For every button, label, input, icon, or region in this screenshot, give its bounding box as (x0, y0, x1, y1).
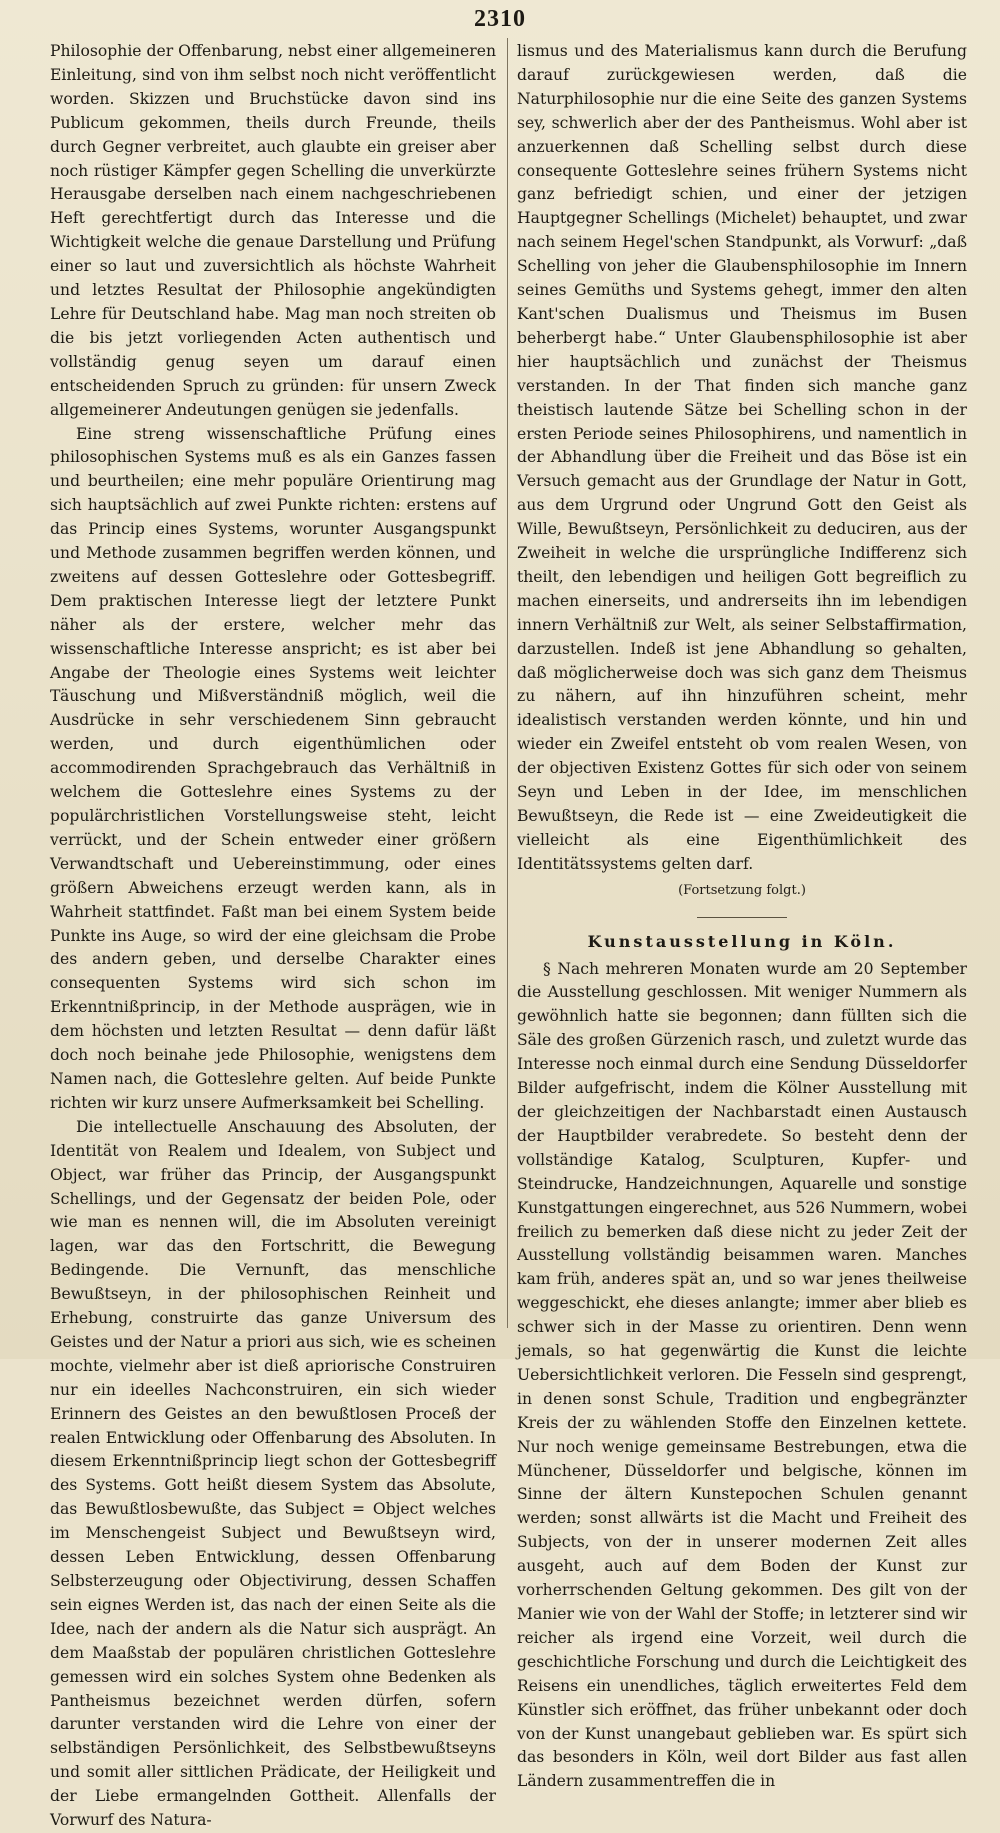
page-number: 2310 (474, 6, 526, 32)
paragraph: Eine streng wissenschaftliche Prüfung eines philosophischen Systems muß es als ein Ganzes fassen und beurtheilen; eine mehr populäre Orientirung mag sich hauptsächlich auf zwei Punkte richten: erstens auf das Princip eines Systems, worunter Ausgangspunkt und Methode zusammen begriffen werden können, und zweitens auf dessen Gotteslehre oder Gottesbegriff. Dem praktischen Interesse liegt der letztere Punkt näher als der erstere, welcher mehr das wissenschaftliche Interesse anspricht; es ist aber bei Angabe der Theologie eines Systems weit leichter Täuschung und Mißverständniß möglich, weil die Ausdrücke in sehr verschiedenem Sinn gebraucht werden, und durch eigenthümlichen oder accommodirenden Sprachgebrauch das Verhältniß in welchem die Gotteslehre eines Systems zu der populärchristlichen Vorstellungsweise steht, leicht verrückt, und der Schein entweder einer größern Verwandtschaft und Uebereinstimmung, oder eines größern Abweichens erzeugt werden kann, als in Wahrheit stattfindet. Faßt man bei einem System beide Punkte ins Auge, so wird der eine gleichsam die Probe des andern geben, und derselbe Charakter eines consequenten Systems wird sich schon im Erkenntnißprincip, in der Methode ausprägen, wie in dem höchsten und letzten Resultat — denn dafür läßt doch noch beinahe jede Philosophie, wenigstens dem Namen nach, die Gotteslehre gelten. Auf beide Punkte richten wir kurz unsere Aufmerksamkeit bei Schelling. (50, 424, 496, 1112)
paragraph: lismus und des Materialismus kann durch die Berufung darauf zurückgewiesen werden, daß die Naturphilosophie nur die eine Seite des ganzen Systems sey, schwerlich aber der des Pantheismus. Wohl aber ist anzuerkennen daß Schelling selbst durch diese consequente Gotteslehre seines frühern Systems nicht ganz befriedigt schien, und einer der jetzigen Hauptgegner Schellings (Michelet) behauptet, und zwar nach seinem Hegel'schen Standpunkt, als Vorwurf: „daß Schelling von jeher die Glaubensphilosophie im Innern seines Gemüths und Systems gehegt, immer den alten Kant'schen Dualismus und Theismus im Busen beherbergt habe.“ Unter Glaubensphilosophie ist aber hier hauptsächlich und zunächst der Theismus verstanden. In der That finden sich manche ganz theistisch lautende Sätze bei Schelling schon in der ersten Periode seines Philosophirens, und namentlich in der Abhandlung über die Freiheit und das Böse ist ein Versuch gemacht aus der Grundlage der Natur in Gott, aus dem Urgrund oder Ungrund Gott den Geist als Wille, Bewußtseyn, Persönlichkeit zu deduciren, aus der Zweiheit in welche die ursprüngliche Indifferenz sich theilt, den lebendigen und heiligen Gott begreiflich zu machen einerseits, und andrerseits ihn im lebendigen innern Verhältniß zur Welt, als seiner Selbstaffirmation, darzustellen. Indeß ist jene Abhandlung so gehalten, daß möglicherweise doch was sich ganz dem Theismus zu nähern, auf ihn hinzuführen scheint, mehr idealistisch verstanden werden könnte, und hin und wieder ein Zweifel entsteht ob vom realen Wesen, von der objectiven Existenz Gottes für sich oder von seinem Seyn und Leben in der Idee, im menschlichen Bewußtseyn, die Rede ist — eine Zweideutigkeit die vielleicht als eine Eigenthümlichkeit des Identitätssystems gelten darf. (517, 42, 967, 873)
paragraph: Philosophie der Offenbarung, nebst einer allgemeineren Einleitung, sind von ihm selbst noch nicht veröffentlicht worden. Skizzen und Bruchstücke davon sind ins Publicum gekommen, theils durch Freunde, theils durch Gegner verbreitet, auch glaubte ein greiser aber noch rüstiger Kämpfer gegen Schelling die unverkürzte Herausgabe derselben nach einem nachgeschriebenen Heft gerechtfertigt durch das Interesse und die Wichtigkeit welche die genaue Darstellung und Prüfung einer so laut und zuversichtlich als höchste Wahrheit und letztes Resultat der Philosophie angekündigten Lehre für Deutschland habe. Mag man noch streiten ob die bis jetzt vorliegenden Acten authentisch und vollständig genug seyen um darauf einen entscheidenden Spruch zu gründen: für unsern Zweck allgemeinerer Andeutungen genügen sie jedenfalls. (50, 42, 496, 419)
right-column (517, 40, 967, 1794)
article-heading: Kunstausstellung in Köln. (587, 931, 897, 951)
paragraph: Die intellectuelle Anschauung des Absoluten, der Identität von Realem und Idealem, von Subject und Object, war früher das Princip, der Ausgangspunkt Schellings, und der Gegensatz der beiden Pole, oder wie man es nennen will, die im Absoluten vereinigt lagen, war das den Fortschritt, die Bewegung Bedingende. Die Vernunft, das menschliche Bewußtseyn, in der philosophischen Reinheit und Erhebung, construirte das ganze Universum des Geistes und der Natur a priori aus sich, wie es scheinen mochte, vielmehr aber ist dieß apriorische Construiren nur ein ideelles Nachconstruiren, ein sich wieder Erinnern des Geistes an den bewußtlosen Proceß der realen Entwicklung oder Offenbarung des Absoluten. In diesem Erkenntnißprincip liegt schon der Gottesbegriff des Systems. Gott heißt diesem System das Absolute, das Bewußtlosbewußte, das Subject = Object welches im Menschengeist Subject und Bewußtseyn wird, dessen Leben Entwicklung, dessen Offenbarung Selbsterzeugung oder Objectivirung, dessen Schaffen sein eignes Werden ist, das nach der einen Seite als die Idee, nach der andern als die Natur sich ausprägt. An dem Maaßstab der populären christlichen Gotteslehre gemessen wird ein solches System ohne Bedenken als Pantheismus bezeichnet werden dürfen, sofern darunter verstanden wird die Lehre von einer der selbständigen Persönlichkeit, des Selbstbewußtseyns und somit aller sittlichen Prädicate, der Heiligkeit und der Liebe ermangelnden Gottheit. Allenfalls der Vorwurf des Natura- (50, 1117, 496, 1830)
column-divider (507, 38, 508, 1328)
left-column (50, 40, 496, 1833)
section-rule (697, 917, 787, 918)
article-body: § Nach mehreren Monaten wurde am 20 September die Ausstellung geschlossen. Mit weniger Nummern als gewöhnlich hatte sie begonnen; dann füllten sich die Säle des großen Gürzenich rasch, und zuletzt wurde das Interesse noch einmal durch eine Sendung Düsseldorfer Bilder aufgefrischt, indem die Kölner Ausstellung mit der gleichzeitigen der Nachbarstadt einen Austausch der Hauptbilder verabredete. So besteht denn der vollständige Katalog, Sculpturen, Kupfer- und Steindrucke, Handzeichnungen, Aquarelle und sonstige Kunstgattungen eingerechnet, aus 526 Nummern, wobei freilich zu bemerken daß diese nicht zu jeder Zeit der Ausstellung vollständig beisammen waren. Manches kam früh, anderes spät an, und so war jenes theilweise weggeschickt, ehe dieses anlangte; immer aber blieb es schwer sich in der Masse zu orientiren. Denn wenn jemals, so hat gegenwärtig die Kunst die leichte Uebersichtlichkeit verloren. Die Fesseln sind gesprengt, in denen sonst Schule, Tradition und engbegränzter Kreis der zu wählenden Stoffe den Einzelnen kettete. Nur noch wenige gemeinsame Bestrebungen, etwa die Münchener, Düsseldorfer und belgische, können im Sinne der ältern Kunstepochen Schulen genannt werden; sonst allwärts ist die Macht und Freiheit des Subjects, von der in unserer modernen Zeit alles ausgeht, auch auf dem Boden der Kunst zur vorherrschenden Geltung gekommen. Des gilt von der Manier wie von der Wahl der Stoffe; in letzterer sind wir reicher als irgend eine Vorzeit, weil durch die geschichtliche Forschung und durch die Leichtigkeit des Reisens ein unendliches, täglich erweitertes Feld dem Künstler sich eröffnet, das früher unbekannt oder doch von der Kunst unangebaut geblieben war. Es spürt sich das besonders in Köln, weil dort Bilder aus fast allen Ländern zusammentreffen die in (517, 959, 968, 1791)
continuation-note: (Fortsetzung folgt.) (678, 882, 806, 898)
